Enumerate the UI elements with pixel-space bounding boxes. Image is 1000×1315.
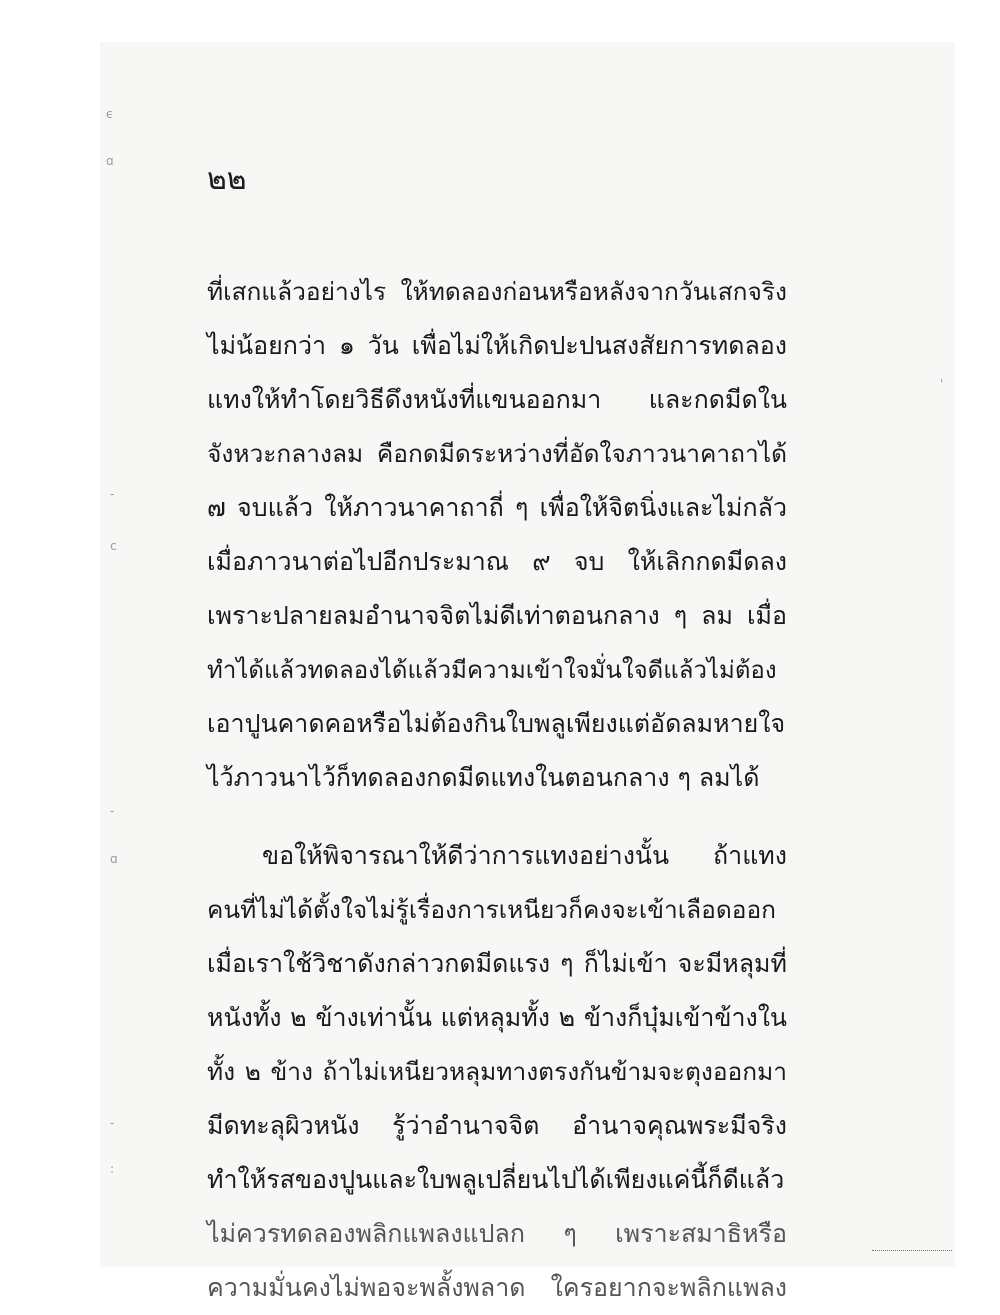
margin-mark: ɑ <box>106 154 114 168</box>
text-line: ไม่น้อยกว่า ๑ วัน เพื่อไม่ให้เกิดปะปนสงสัยการทดลอง <box>207 331 787 360</box>
margin-mark: - <box>110 804 115 818</box>
paragraph <box>207 265 787 805</box>
paragraph <box>207 829 787 1315</box>
text-line: มีดทะลุผิวหนัง รู้ว่าอำนาจจิต อำนาจคุณพระมีจริง <box>207 1111 787 1140</box>
text-line: ความมั่นคงไม่พอจะพลั้งพลาด ใครอยากจะพลิกแพลง <box>207 1273 787 1302</box>
paragraph-gap <box>207 805 787 829</box>
text-line: จังหวะกลางลม คือกดมีดระหว่างที่อัดใจภาวนาคาถาได้ <box>207 439 787 468</box>
text-line: ทำได้แล้วทดลองได้แล้วมีความเข้าใจมั่นใจดีแล้วไม่ต้อง <box>207 656 777 684</box>
text-line: ๗ จบแล้ว ให้ภาวนาคาถาถี่ ๆ เพื่อให้จิตนิ่งและไม่กลัว <box>207 493 787 522</box>
margin-mark: ϵ <box>106 107 114 121</box>
text-line: ขอให้พิจารณาให้ดีว่าการแทงอย่างนั้น ถ้าแทง <box>262 841 787 870</box>
margin-mark: c <box>110 539 117 553</box>
text-line: ที่เสกแล้วอย่างไร ให้ทดลองก่อนหรือหลังจากวันเสกจริง <box>207 277 787 306</box>
text-line: หนังทั้ง ๒ ข้างเท่านั้น แต่หลุมทั้ง ๒ ข้างก็บุ๋มเข้าข้างใน <box>207 1003 787 1032</box>
page-number: ๒๒ <box>207 162 247 197</box>
text-line: คนที่ไม่ได้ตั้งใจไม่รู้เรื่องการเหนียวก็คงจะเข้าเลือดออก <box>207 895 777 924</box>
scan-smudge <box>872 1244 952 1251</box>
text-line: แทงให้ทำโดยวิธีดึงหนังที่แขนออกมา และกดมีดใน <box>207 385 787 414</box>
margin-mark: - <box>110 1116 115 1130</box>
text-line: เมื่อภาวนาต่อไปอีกประมาณ ๙ จบ ให้เลิกกดมีดลง <box>207 547 787 576</box>
body-text <box>207 265 787 1315</box>
text-line: ทำให้รสของปูนและใบพลูเปลี่ยนไปได้เพียงแค่นี้ก็ดีแล้ว <box>207 1165 785 1194</box>
text-line: ทั้ง ๒ ข้าง ถ้าไม่เหนียวหลุมทางตรงกันข้ามจะตุงออกมา <box>207 1057 787 1086</box>
margin-mark: : <box>110 1162 115 1176</box>
text-line: ไว้ภาวนาไว้ก็ทดลองกดมีดแทงในตอนกลาง ๆ ลมได้ <box>207 763 760 792</box>
margin-mark: ' <box>940 377 944 391</box>
text-line: เมื่อเราใช้วิชาดังกล่าวกดมีดแรง ๆ ก็ไม่เข้า จะมีหลุมที่ <box>207 949 787 978</box>
text-line: เพราะปลายลมอำนาจจิตไม่ดีเท่าตอนกลาง ๆ ลม เมื่อ <box>207 601 787 630</box>
text-line: ไม่ควรทดลองพลิกแพลงแปลก ๆ เพราะสมาธิหรือ <box>207 1219 787 1248</box>
text-line: เอาปูนคาดคอหรือไม่ต้องกินใบพลูเพียงแต่อัดลมหายใจ <box>207 709 786 738</box>
margin-mark: ɑ <box>110 852 118 866</box>
margin-mark: - <box>110 487 115 501</box>
